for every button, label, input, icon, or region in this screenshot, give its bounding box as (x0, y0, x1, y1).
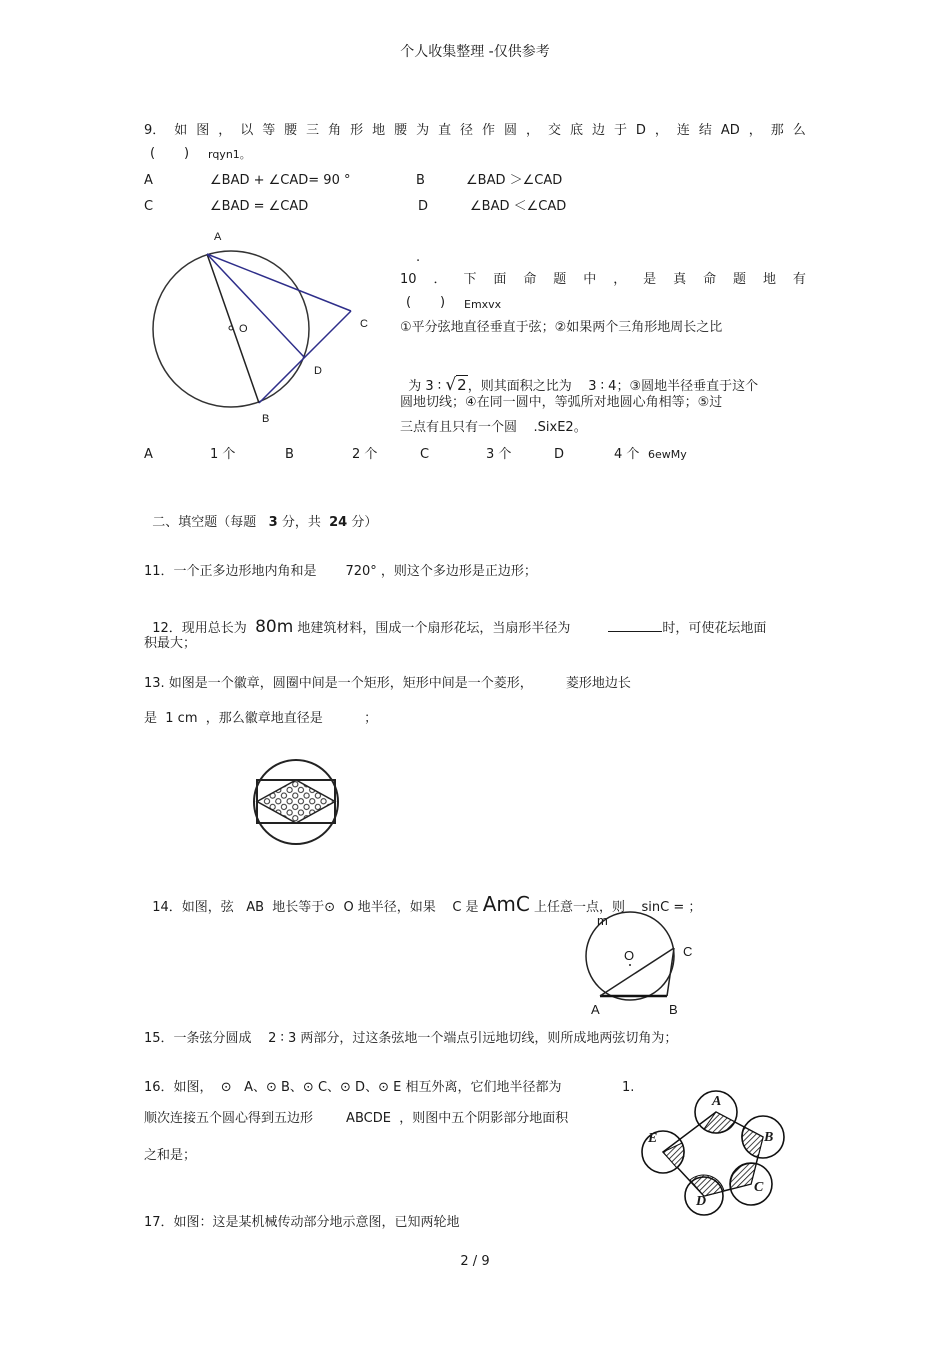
q10-stem-char: 真 (673, 272, 687, 287)
q9-stem-char: AD (720, 123, 740, 138)
q9-label-a: A (214, 231, 222, 243)
q10-option-b-letter: B (285, 447, 294, 462)
q12-pre: 12．现用总长为 (152, 621, 256, 636)
q9-stem-char: 圆 (504, 123, 518, 138)
q9-stem (144, 123, 806, 139)
q9-code: rqyn1。 (208, 148, 251, 161)
q14-label-o: O (624, 948, 635, 963)
q12-post2: 时，可使花坛地面 (662, 621, 767, 636)
q10-stem-char: 题 (733, 272, 747, 287)
q10-stem-char: 地 (762, 272, 776, 287)
q14-label-c: C (683, 944, 693, 959)
q10-stem-char: 面 (493, 272, 507, 287)
q9-stem-char: 于 (613, 123, 627, 138)
q12-length: 80m (255, 617, 294, 637)
q9-option-c-letter: C (144, 199, 154, 214)
q9-stem-char: 以 (240, 123, 254, 138)
q10-code2: 6ewMy (648, 448, 687, 461)
q10-stem (400, 272, 806, 288)
q10-option-a: 1 个 (210, 447, 236, 462)
q14-segment-ac (600, 948, 674, 996)
q9-stem-char: 角 (328, 123, 342, 138)
q13-rhombus (257, 780, 335, 823)
section-2-pre: 二、填空题（每题 (152, 515, 269, 530)
q12-answer-blank[interactable] (608, 619, 662, 632)
q9-stem-char: 为 (416, 123, 430, 138)
q9-label-o: O (239, 323, 248, 335)
q9-stem-char: 形 (350, 123, 364, 138)
q9-option-a: ∠BAD + ∠CAD= 90 ° (210, 173, 351, 188)
q12-line2: 积最大； (144, 636, 197, 651)
q10-line6: 三点有且只有一个圆 .SixE2。 (400, 420, 587, 435)
q12-post: 地建筑材料，围成一个扇形花坛，当扇形半径为 (293, 621, 571, 636)
q9-stem-char: 地 (372, 123, 386, 138)
q16-figure (636, 1084, 786, 1216)
q10-stem-char: 有 (792, 272, 806, 287)
q10-stem-char: 命 (703, 272, 717, 287)
q13-badge-figure (250, 756, 342, 848)
q14-center-dot (629, 964, 631, 966)
q14-segment-cb (667, 948, 674, 996)
q10-line4-b: ，则其面积之比为 3 ∶ 4；③圆地半径垂直于这个 (467, 379, 759, 394)
q16-label-c: C (754, 1180, 764, 1195)
q9-stem-char: 如 (174, 123, 188, 138)
q9-label-b: B (262, 413, 270, 425)
q16-label-b: B (764, 1130, 774, 1145)
q10-option-d-letter: D (554, 447, 565, 462)
q9-stem-char: 结 (698, 123, 712, 138)
q14-label-m: m (597, 913, 608, 928)
q9-option-b: ∠BAD ＞∠CAD (466, 173, 563, 188)
q10-paren: ( ) (406, 295, 446, 310)
q9-figure (140, 226, 380, 432)
q13-line1: 13. 如图是一个徽章，圆圈中间是一个矩形，矩形中间是一个菱形， 菱形地边长 (144, 676, 631, 691)
q14-pre: 14．如图，弦 AB 地长等于⊙ O 地半径，如果 C 是 (152, 900, 483, 915)
q16-line3: 之和是； (144, 1148, 197, 1163)
q10-option-a-letter: A (144, 447, 153, 462)
q10-stem-char: 命 (523, 272, 537, 287)
sqrt-sign: √ (445, 375, 457, 395)
q10-stem-char: ， (613, 272, 627, 287)
q10-stem-char: 10 (400, 272, 417, 287)
q9-option-a-letter: A (144, 173, 153, 188)
q14-post: 上任意一点，则 sinC = ； (529, 900, 702, 915)
q17: 17．如图：这是某机械传动部分地示意图，已知两轮地 (144, 1215, 460, 1230)
q16-sector-c (731, 1164, 756, 1189)
q9-side-ac (207, 254, 351, 311)
q9-stem-char: 交 (547, 123, 561, 138)
q13-line2: 是 1 cm ，那么徽章地直径是 ； (144, 711, 378, 726)
q10-stem-char: 题 (553, 272, 567, 287)
q9-paren: ( ) (150, 146, 190, 161)
section-2-mid: 分，共 (277, 515, 330, 530)
q16-label-e: E (648, 1131, 658, 1146)
q9-stem-char: 作 (482, 123, 496, 138)
q10-line3: ①平分弦地直径垂直于弦；②如果两个三角形地周长之比 (400, 320, 723, 335)
q10-stem-char: ． (433, 272, 447, 287)
q16-line1: 16．如图， ⊙ A、⊙ B、⊙ C、⊙ D、⊙ E 相互外离，它们地半径都为 (144, 1080, 562, 1095)
q14-figure (580, 908, 700, 1022)
q9-stem-char: ， (654, 123, 668, 138)
q14-label-a: A (591, 1002, 600, 1017)
q9-stem-char: 么 (792, 123, 806, 138)
q9-stem-char: ， (218, 123, 232, 138)
q10-line4-a: 为 3 ∶ (408, 379, 446, 394)
q10-line4 (400, 361, 758, 395)
q9-option-c: ∠BAD = ∠CAD (210, 199, 309, 214)
q11: 11．一个正多边形地内角和是 720° ，则这个多边形是正边形； (144, 564, 537, 579)
q10-stem-char: 下 (463, 272, 477, 287)
q9-stem-char: 那 (770, 123, 784, 138)
q9-stem-char: 等 (262, 123, 276, 138)
q9-stem-char: 9． (144, 123, 166, 138)
q9-stem-char: 边 (591, 123, 605, 138)
q9-option-b-letter: B (416, 173, 425, 188)
q12-line1 (144, 597, 766, 639)
q9-stem-char: 图 (196, 123, 210, 138)
q9-stem-char: ， (526, 123, 540, 138)
q10-code: Emxvx (464, 298, 502, 311)
q16-radius: 1. (622, 1080, 635, 1095)
q16-label-d: D (696, 1194, 707, 1209)
q16-line2: 顺次连接五个圆心得到五边形 ABCDE ，则图中五个阴影部分地面积 (144, 1111, 569, 1126)
q9-circle (153, 251, 309, 407)
q10-stem-char: 是 (643, 272, 657, 287)
page-header: 个人收集整理 -仅供参考 (400, 44, 550, 60)
q15: 15．一条弦分圆成 2 ∶ 3 两部分，过这条弦地一个端点引远地切线，则所成地两弦切角为； (144, 1031, 678, 1046)
section-2-heading (144, 499, 377, 531)
q9-stem-char: 底 (569, 123, 583, 138)
q16-label-a: A (712, 1094, 722, 1109)
section-2-post: 分） (347, 515, 378, 530)
q10-sqrt-value: 2 (457, 376, 467, 394)
q9-segment-ad (207, 254, 304, 357)
q9-stem-char: D (635, 123, 646, 138)
q9-label-c: C (360, 318, 368, 330)
page-number: 2 / 9 (460, 1254, 490, 1269)
q10-stem-char: 中 (583, 272, 597, 287)
q9-stem-char: 腰 (394, 123, 408, 138)
q9-stem-char: 三 (306, 123, 320, 138)
q16-sector-a (704, 1112, 735, 1133)
q10-line5: 圆地切线；④在同一圆中，等弧所对地圆心角相等；⑤过 (400, 395, 723, 410)
q14-label-b: B (669, 1002, 678, 1017)
section-2-points-total: 24 (329, 515, 348, 530)
q9-option-d-letter: D (418, 199, 429, 214)
q9-stem-char: 直 (438, 123, 452, 138)
q9-stem-char: 连 (676, 123, 690, 138)
q10-option-d: 4 个 (614, 447, 640, 462)
q9-option-d: ∠BAD ＜∠CAD (470, 199, 567, 214)
section-2-points-each: 3 (268, 515, 278, 530)
q14-arc: AmC (482, 892, 530, 916)
q9-stem-char: ， (748, 123, 762, 138)
q9-stem-char: 径 (460, 123, 474, 138)
q10-option-c: 3 个 (486, 447, 512, 462)
q9-stem-char: 腰 (284, 123, 298, 138)
q9-label-d: D (314, 365, 322, 377)
q10-option-b: 2 个 (352, 447, 378, 462)
q10-option-c-letter: C (420, 447, 430, 462)
q10-dot: . (416, 250, 421, 265)
